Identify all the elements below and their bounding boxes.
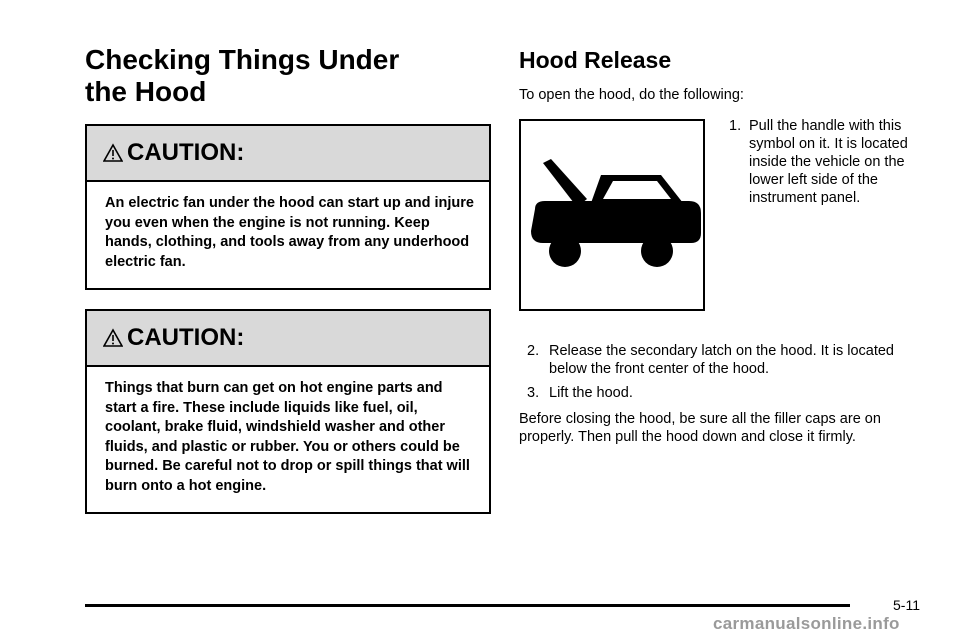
intro-text: To open the hood, do the following: (519, 87, 744, 103)
section-title-line2: the Hood (85, 76, 207, 107)
step-2 (527, 342, 927, 378)
footer-rule (85, 604, 850, 607)
watermark: carmanualsonline.info (713, 614, 900, 633)
section-title-line1: Checking Things Under (85, 44, 400, 75)
warning-triangle-icon (103, 328, 123, 348)
caution-text: An electric fan under the hood can start up and injure you even when the engine is not running. Keep hands, clothing, and tools away from any underhood electric fan. (105, 195, 474, 270)
step-text: Pull the handle with this symbol on it. It is located inside the vehicle on the lower left side of the instrument panel. (749, 118, 908, 206)
right-column (519, 44, 929, 74)
step-number: 2. (527, 343, 540, 359)
hood-symbol-frame (519, 119, 705, 311)
caution-header (87, 126, 489, 182)
step-1 (729, 117, 929, 207)
step-text: Release the secondary latch on the hood. It is located below the front center of the hood. (549, 343, 894, 377)
step-number: 1. (729, 118, 742, 134)
page-number: 5-11 (893, 597, 920, 613)
left-column (85, 44, 489, 108)
step-text: Lift the hood. (549, 385, 633, 401)
caution-box-fan (85, 124, 491, 290)
caution-header (87, 311, 489, 367)
caution-text: Things that burn can get on hot engine parts and start a fire. These include liquids like fuel, oil, coolant, brake fluid, windshield washer and other fluids, and plastic or rubber. You or others could be burned. Be careful not to drop or spill things that will burn onto a hot engine. (105, 380, 470, 494)
caution-box-fire (85, 309, 491, 514)
warning-triangle-icon (103, 143, 123, 163)
step-number: 3. (527, 385, 540, 401)
hood-release-title: Hood Release (519, 47, 672, 73)
caution-label: CAUTION: (127, 139, 245, 166)
hood-release-icon (521, 121, 703, 309)
closing-text: Before closing the hood, be sure all the filler caps are on properly. Then pull the hood down and close it firmly. (519, 411, 881, 445)
caution-label: CAUTION: (127, 324, 245, 351)
step-3 (527, 384, 927, 402)
